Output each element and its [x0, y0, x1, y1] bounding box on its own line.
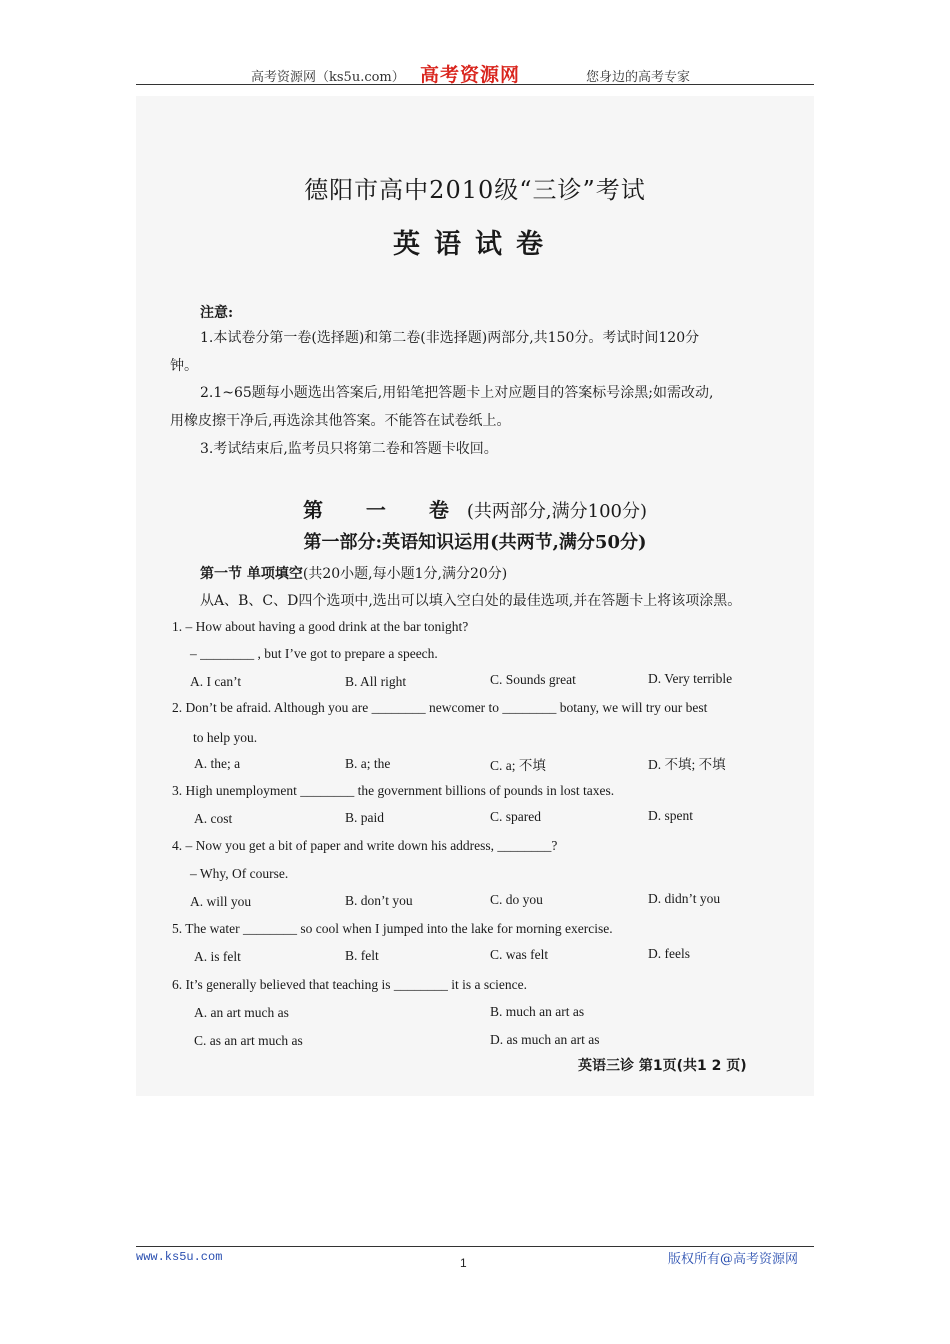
header-logo: 高考资源网 — [420, 64, 521, 86]
option-d: D. as much an art as — [490, 1032, 600, 1047]
footer-site-link[interactable]: www.ks5u.com — [136, 1250, 223, 1264]
exam-subtitle: 英语试卷 — [393, 229, 557, 260]
section-score: (共20小题,每小题1分,满分20分) — [302, 566, 508, 582]
notice-line: 用橡皮擦干净后,再选涂其他答案。不能答在试卷纸上。 — [170, 413, 511, 429]
header-divider — [136, 84, 814, 85]
option-c: C. Sounds great — [490, 672, 576, 687]
option-b: B. don’t you — [345, 893, 413, 908]
notice-line: 钟。 — [170, 358, 198, 374]
option-a: A. will you — [190, 894, 252, 909]
question-2-stem: 2. Don’t be afraid. Although you are ________ newcomer to ________ botany, we will try our best — [172, 700, 708, 715]
option-b: B. felt — [345, 948, 379, 963]
option-b: B. All right — [345, 674, 407, 689]
section-label: 第一节 单项填空 — [200, 566, 303, 582]
option-c: C. was felt — [490, 947, 549, 962]
part-heading: 第一部分:英语知识运用(共两节,满分50分) — [303, 532, 647, 553]
option-c: C. do you — [490, 892, 543, 907]
footer-copyright: 版权所有@高考资源网 — [668, 1252, 799, 1267]
question-3-stem: 3. High unemployment ________ the government billions of pounds in lost taxes. — [172, 783, 615, 798]
volume-label: 第 一 卷 — [302, 498, 467, 522]
option-d: D. didn’t you — [648, 891, 721, 906]
question-1-reply: – ________ , but I’ve got to prepare a speech. — [190, 646, 438, 661]
option-b: B. much an art as — [490, 1004, 585, 1019]
question-6-stem: 6. It’s generally believed that teaching is ________ it is a science. — [172, 977, 528, 992]
section-heading — [200, 563, 507, 583]
option-c: C. a; 不填 — [490, 758, 546, 773]
header-slogan: 您身边的高考专家 — [586, 70, 691, 85]
option-a: A. the; a — [194, 756, 241, 771]
option-c: C. spared — [490, 809, 541, 824]
header-site-name: 高考资源网（ks5u.com） — [251, 70, 405, 85]
option-c: C. as an art much as — [194, 1033, 303, 1048]
question-5-stem: 5. The water ________ so cool when I jumped into the lake for morning exercise. — [172, 921, 613, 936]
section-instruction: 从A、B、C、D四个选项中,选出可以填入空白处的最佳选项,并在答题卡上将该项涂黑。 — [200, 593, 742, 609]
notice-line: 2.1~65题每小题选出答案后,用铅笔把答题卡上对应题目的答案标号涂黑;如需改动, — [200, 385, 714, 401]
option-a: A. is felt — [194, 949, 241, 964]
question-2-continuation: to help you. — [193, 730, 258, 745]
option-d: D. feels — [648, 946, 690, 961]
footer-divider — [136, 1246, 814, 1247]
option-a: A. an art much as — [194, 1005, 289, 1020]
question-4-reply: – Why, Of course. — [190, 866, 289, 881]
page-number: 1 — [460, 1256, 467, 1270]
notice-line: 3.考试结束后,监考员只将第二卷和答题卡收回。 — [200, 441, 498, 457]
page-header — [136, 60, 814, 84]
question-1-stem: 1. – How about having a good drink at the bar tonight? — [172, 619, 469, 634]
option-d: D. Very terrible — [648, 671, 733, 686]
question-4-stem: 4. – Now you get a bit of paper and write down his address, ________? — [172, 838, 558, 853]
notice-label: 注意: — [200, 305, 234, 321]
volume-heading — [0, 494, 950, 523]
exam-title: 德阳市高中2010级“三诊”考试 — [304, 176, 646, 204]
option-b: B. a; the — [345, 756, 391, 771]
exam-page-indicator: 英语三诊 第1页(共1 2 页) — [578, 1058, 747, 1074]
notice-line: 1.本试卷分第一卷(选择题)和第二卷(非选择题)两部分,共150分。考试时间120分 — [200, 330, 700, 346]
volume-score: (共两部分,满分100分) — [466, 501, 648, 522]
option-a: A. I can’t — [190, 674, 242, 689]
option-d: D. spent — [648, 808, 693, 823]
option-d: D. 不填; 不填 — [648, 757, 726, 772]
option-b: B. paid — [345, 810, 384, 825]
option-a: A. cost — [194, 811, 233, 826]
